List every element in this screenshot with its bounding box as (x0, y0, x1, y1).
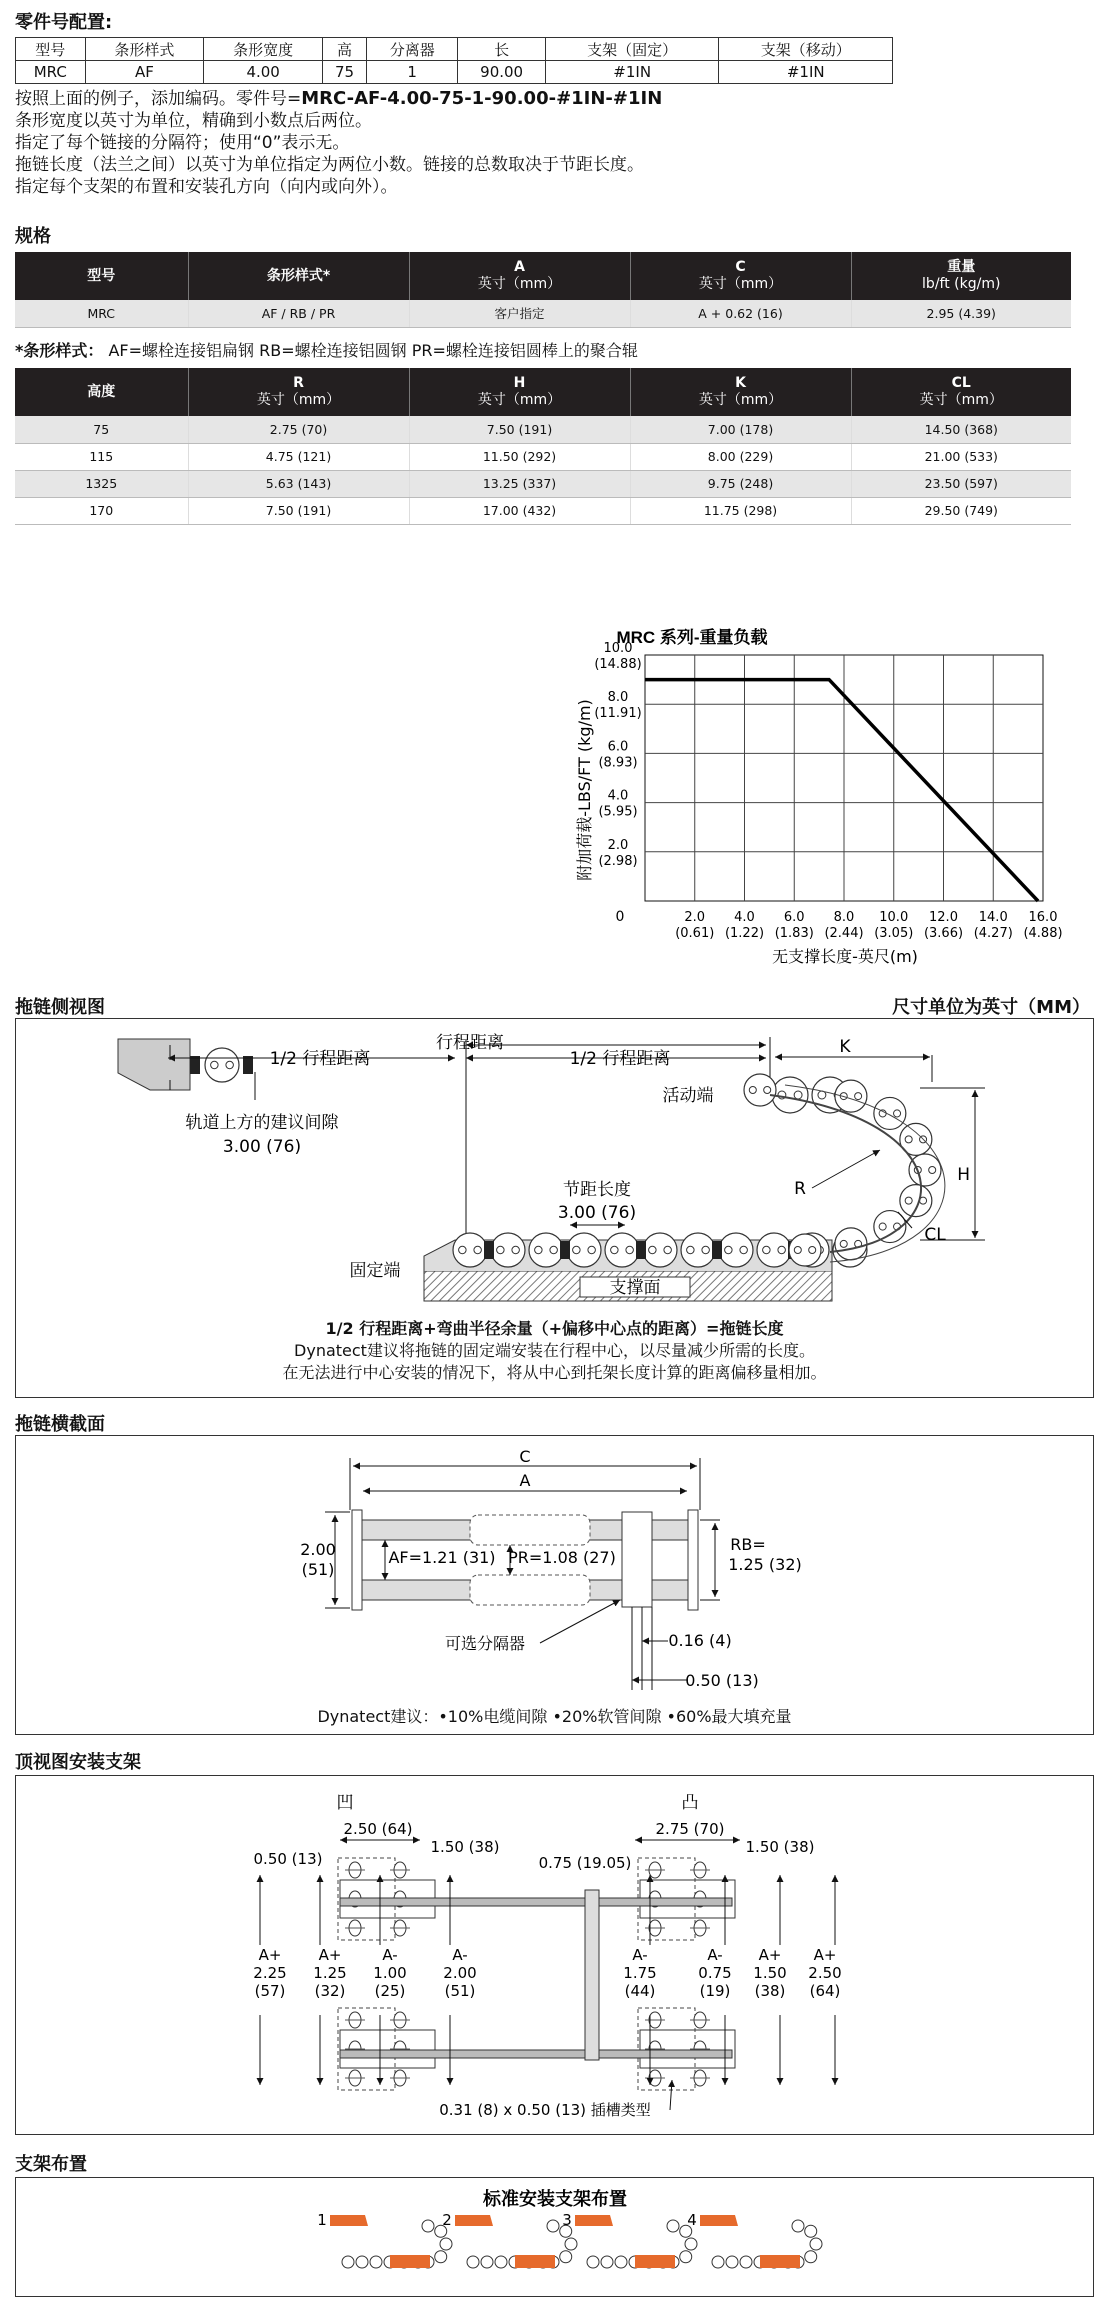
spec-cell: A + 0.62 (16) (630, 300, 851, 327)
chart-xlabel: 无支撑长度-英尺(m) (772, 947, 918, 966)
svg-text:A: A (519, 1471, 531, 1490)
spec-cell: AF / RB / PR (188, 300, 409, 327)
chain-link (560, 2251, 572, 2263)
svg-text:凹: 凹 (336, 1793, 354, 1813)
spec-cell: 2.95 (4.39) (851, 300, 1071, 327)
layout-chain (575, 2215, 697, 2268)
height-cell: 21.00 (533) (851, 443, 1071, 470)
height-cell: 7.50 (191) (409, 416, 630, 443)
height-cell: 4.75 (121) (188, 443, 409, 470)
svg-text:行程距离: 行程距离 (436, 1033, 504, 1053)
part-header-cell: 分离器 (367, 38, 458, 61)
chain-link (547, 2220, 559, 2232)
spec-heading: 规格 (15, 226, 51, 247)
height-cell: 17.00 (432) (409, 497, 630, 524)
vertical-dimension-label: A+ (318, 1946, 342, 1964)
cross-section-recommendation: Dynatect建议：•10%电缆间隙 •20%软管间隙 •60%最大填充量 (317, 1707, 792, 1726)
bar-style-note: *条形样式： AF=螺栓连接铝扁钢 RB=螺栓连接铝圆钢 PR=螺栓连接铝圆棒上的聚合辊 (15, 341, 638, 360)
layout-number: 4 (687, 2211, 697, 2229)
vertical-dimension-label: 2.00 (443, 1964, 477, 1982)
height-cell: 7.50 (191) (188, 497, 409, 524)
vertical-dimension-label: 1.00 (373, 1964, 407, 1982)
intro-text: 按照上面的例子，添加编码。零件号=MRC-AF-4.00-75-1-90.00-#1IN-#1IN 条形宽度以英寸为单位，精确到小数点后两位。 指定了每个链接的分隔符；使用“0”表示无。 拖链长度（法兰之间）以英寸为单位指定为两位小数。链接的总数取决于节距长度。 指定每个支架的布置和安装孔方向（向内或向外）。 (15, 88, 663, 197)
svg-text:C: C (519, 1447, 531, 1466)
vertical-dimension-label: 1.75 (623, 1964, 657, 1982)
svg-text:3.00 (76): 3.00 (76) (557, 1203, 637, 1223)
chain-link (481, 2256, 493, 2268)
chain-link (370, 2256, 382, 2268)
bracket-orange (635, 2255, 675, 2268)
svg-text:0.50 (13): 0.50 (13) (685, 1671, 759, 1690)
x-tick-label: 8.0 (833, 910, 855, 925)
svg-text:0.50 (13): 0.50 (13) (253, 1850, 323, 1868)
bracket-orange (330, 2215, 368, 2226)
bracket-orange (575, 2215, 613, 2226)
svg-text:可选分隔器: 可选分隔器 (444, 1634, 526, 1653)
height-cell: 23.50 (597) (851, 470, 1071, 497)
svg-text:活动端: 活动端 (662, 1086, 714, 1106)
height-table: 高度 R 英寸（mm） H 英寸（mm） K 英寸（mm） CL 英寸（mm） 75 2.75 (70) 7.50 (191) 7.00 (178) 14.50 (368) 115 4.75 (121) 11.50 (292) 8.00 (229) 21.00 (533) 1325 5.63 (143) 13.25 (337) 9.75 (248) 23.50 (597) 170 7.50 (191) 17.00 (432) 11.75 (298) 29.50 (749) (15, 368, 1071, 525)
layout-number: 2 (442, 2211, 452, 2229)
height-cell: 1325 (15, 470, 188, 497)
part-header-cell: 支架（移动） (719, 38, 893, 61)
svg-text:1/2 行程距离: 1/2 行程距离 (269, 1049, 371, 1069)
part-header-cell: 条形宽度 (204, 38, 323, 61)
svg-text:0.31 (8) x 0.50 (13) 插槽类型: 0.31 (8) x 0.50 (13) 插槽类型 (439, 2101, 651, 2119)
part-value-cell: 4.00 (204, 61, 323, 84)
vertical-dimension-label: (57) (254, 1982, 286, 2000)
svg-text:2.50 (64): 2.50 (64) (343, 1820, 413, 1838)
cross-section-heading: 拖链横截面 (15, 1414, 105, 1435)
x-tick-label: (3.66) (923, 926, 964, 941)
chain-link (587, 2256, 599, 2268)
height-cell: 8.00 (229) (630, 443, 851, 470)
x-tick-label: (4.88) (1023, 926, 1063, 941)
svg-text:AF=1.21 (31): AF=1.21 (31) (388, 1548, 496, 1567)
vertical-dimension-label: (19) (699, 1982, 731, 2000)
side-view-heading: 拖链侧视图 (15, 997, 105, 1018)
height-cell: 7.00 (178) (630, 416, 851, 443)
layout-chain (330, 2215, 452, 2268)
vertical-dimension-label: (44) (624, 1982, 656, 2000)
bracket-orange (700, 2215, 738, 2226)
vertical-dimension-label: (32) (314, 1982, 346, 2000)
chain-link (615, 2256, 627, 2268)
part-value-cell: 75 (323, 61, 367, 84)
chain-link (435, 2251, 447, 2263)
part-header-cell: 高 (323, 38, 367, 61)
layout-heading: 支架布置 (15, 2154, 87, 2175)
chain-link (495, 2256, 507, 2268)
chain-link (356, 2256, 368, 2268)
y-tick-label: 6.0 (607, 739, 629, 755)
svg-text:H: H (957, 1165, 970, 1185)
spec-cell: 客户指定 (409, 300, 630, 327)
vertical-dimension-label: A- (707, 1946, 723, 1964)
chain-link (601, 2256, 613, 2268)
height-cell: 29.50 (749) (851, 497, 1071, 524)
chain-link (805, 2251, 817, 2263)
part-value-cell: #1IN (545, 61, 719, 84)
height-cell: 2.75 (70) (188, 416, 409, 443)
part-value-cell: MRC (16, 61, 86, 84)
bracket-orange (760, 2255, 800, 2268)
svg-text:1.50 (38): 1.50 (38) (430, 1838, 500, 1856)
part-value-cell: AF (85, 61, 204, 84)
height-cell: 115 (15, 443, 188, 470)
x-tick-label: (0.61) (675, 926, 715, 941)
example-part-number: MRC-AF-4.00-75-1-90.00-#1IN-#1IN (301, 88, 663, 109)
x-tick-label: 2.0 (684, 910, 706, 925)
vertical-dimension-label: 1.25 (313, 1964, 347, 1982)
vertical-dimension-label: A+ (758, 1946, 782, 1964)
vertical-dimension-label: A- (452, 1946, 468, 1964)
vertical-dimension-label: A- (382, 1946, 398, 1964)
chain-link (422, 2220, 434, 2232)
chart-ylabel: 附加荷载-LBS/FT (kg/m) (575, 699, 594, 881)
svg-text:CL: CL (924, 1225, 946, 1245)
units-note: 尺寸单位为英寸（MM） (892, 997, 1090, 1018)
svg-text:2.00: 2.00 (300, 1540, 336, 1559)
chain-link (726, 2256, 738, 2268)
side-view-caption: 1/2 行程距离+弯曲半径余量（+偏移中心点的距离）=拖链长度 Dynatect建议将拖链的固定端安装在行程中心，以尽量减少所需的长度。 在无法进行中心安装的情况下，将从中心到托架长度计算的距离偏移量相加。 (282, 1319, 827, 1382)
chain-link (565, 2238, 577, 2250)
chart-title: MRC 系列-重量负载 (616, 628, 768, 647)
chain-link (440, 2238, 452, 2250)
top-view-heading: 顶视图安装支架 (15, 1752, 141, 1773)
vertical-dimension-label: A+ (258, 1946, 282, 1964)
x-tick-label: (1.22) (724, 926, 765, 941)
y-tick-label: 2.0 (607, 837, 629, 853)
x-tick-label: 16.0 (1028, 910, 1058, 925)
svg-text:节距长度: 节距长度 (563, 1180, 631, 1200)
chain-link (342, 2256, 354, 2268)
spec-cell: MRC (15, 300, 188, 327)
bracket-orange (390, 2255, 430, 2268)
chain-link (685, 2238, 697, 2250)
chain-link (805, 2225, 817, 2237)
chain-link (792, 2220, 804, 2232)
x-tick-label: (2.44) (824, 926, 864, 941)
bracket-orange (455, 2215, 493, 2226)
part-value-cell: #1IN (719, 61, 893, 84)
layout-number: 1 (317, 2211, 327, 2229)
vertical-dimension-label: 1.50 (753, 1964, 787, 1982)
chart-origin: 0 (615, 909, 625, 925)
vertical-dimension-label: 2.25 (253, 1964, 287, 1982)
x-tick-label: 6.0 (783, 910, 805, 925)
height-cell: 11.75 (298) (630, 497, 851, 524)
svg-text:1/2 行程距离: 1/2 行程距离 (569, 1049, 671, 1069)
svg-text:0.16 (4): 0.16 (4) (668, 1631, 732, 1650)
height-cell: 5.63 (143) (188, 470, 409, 497)
svg-text:凸: 凸 (681, 1793, 699, 1813)
x-tick-label: 12.0 (929, 910, 958, 925)
height-cell: 13.25 (337) (409, 470, 630, 497)
chain-link (712, 2256, 724, 2268)
y-tick-label: 8.0 (607, 690, 629, 706)
height-cell: 75 (15, 416, 188, 443)
vertical-dimension-label: (64) (809, 1982, 841, 2000)
x-tick-label: 14.0 (978, 910, 1008, 925)
svg-text:PR=1.08 (27): PR=1.08 (27) (508, 1548, 616, 1567)
svg-text:R: R (794, 1179, 806, 1199)
svg-text:2.75 (70): 2.75 (70) (655, 1820, 725, 1838)
svg-text:轨道上方的建议间隙: 轨道上方的建议间隙 (185, 1113, 339, 1133)
vertical-dimension-label: 0.75 (698, 1964, 732, 1982)
y-tick-label: (11.91) (594, 706, 642, 722)
x-tick-label: (3.05) (874, 926, 914, 941)
chain-link (810, 2238, 822, 2250)
svg-text:固定端: 固定端 (349, 1261, 401, 1281)
part-header-cell: 支架（固定） (545, 38, 719, 61)
svg-text:3.00 (76): 3.00 (76) (222, 1137, 302, 1157)
part-header-cell: 型号 (16, 38, 86, 61)
layout-chain (700, 2215, 822, 2268)
x-tick-label: 4.0 (734, 910, 755, 925)
svg-text:RB=: RB= (730, 1535, 766, 1554)
x-tick-label: (4.27) (973, 926, 1013, 941)
bracket-orange (515, 2255, 555, 2268)
vertical-dimension-label: A- (632, 1946, 648, 1964)
height-cell: 170 (15, 497, 188, 524)
part-header-cell: 长 (458, 38, 546, 61)
part-value-cell: 1 (367, 61, 458, 84)
svg-text:(51): (51) (301, 1560, 335, 1579)
y-tick-label: (5.95) (598, 804, 638, 820)
y-tick-label: (8.93) (598, 755, 638, 771)
height-cell: 11.50 (292) (409, 443, 630, 470)
svg-text:1.50 (38): 1.50 (38) (745, 1838, 815, 1856)
svg-text:支撑面: 支撑面 (609, 1278, 661, 1298)
y-tick-label: (14.88) (594, 657, 642, 672)
part-number-heading: 零件号配置: (15, 12, 113, 33)
height-cell: 14.50 (368) (851, 416, 1071, 443)
part-header-cell: 条形样式 (85, 38, 204, 61)
vertical-dimension-label: (38) (754, 1982, 786, 2000)
spec-table: 型号 条形样式* A 英寸（mm） C 英寸（mm） 重量 lb/ft (kg/m) MRC AF / RB / PR 客户指定 A + 0.62 (16) 2.95 (4.39) (15, 252, 1071, 328)
chain-link (667, 2220, 679, 2232)
x-tick-label: 10.0 (879, 910, 909, 925)
layout-chain (455, 2215, 577, 2268)
layout-number: 3 (562, 2211, 572, 2229)
svg-text:1.25 (32): 1.25 (32) (728, 1555, 802, 1574)
y-tick-label: 10.0 (603, 641, 633, 656)
part-value-cell: 90.00 (458, 61, 546, 84)
y-tick-label: (2.98) (598, 853, 638, 869)
vertical-dimension-label: 2.50 (808, 1964, 842, 1982)
vertical-dimension-label: (25) (374, 1982, 406, 2000)
chain-link (680, 2251, 692, 2263)
chain-link (467, 2256, 479, 2268)
chain-link (740, 2256, 752, 2268)
x-tick-label: (1.83) (774, 926, 814, 941)
svg-text:K: K (839, 1037, 851, 1057)
y-tick-label: 4.0 (607, 788, 629, 804)
vertical-dimension-label: A+ (813, 1946, 837, 1964)
vertical-dimension-label: (51) (444, 1982, 476, 2000)
svg-text:标准安装支架布置: 标准安装支架布置 (483, 2189, 627, 2210)
height-cell: 9.75 (248) (630, 470, 851, 497)
svg-text:0.75 (19.05): 0.75 (19.05) (538, 1854, 632, 1872)
